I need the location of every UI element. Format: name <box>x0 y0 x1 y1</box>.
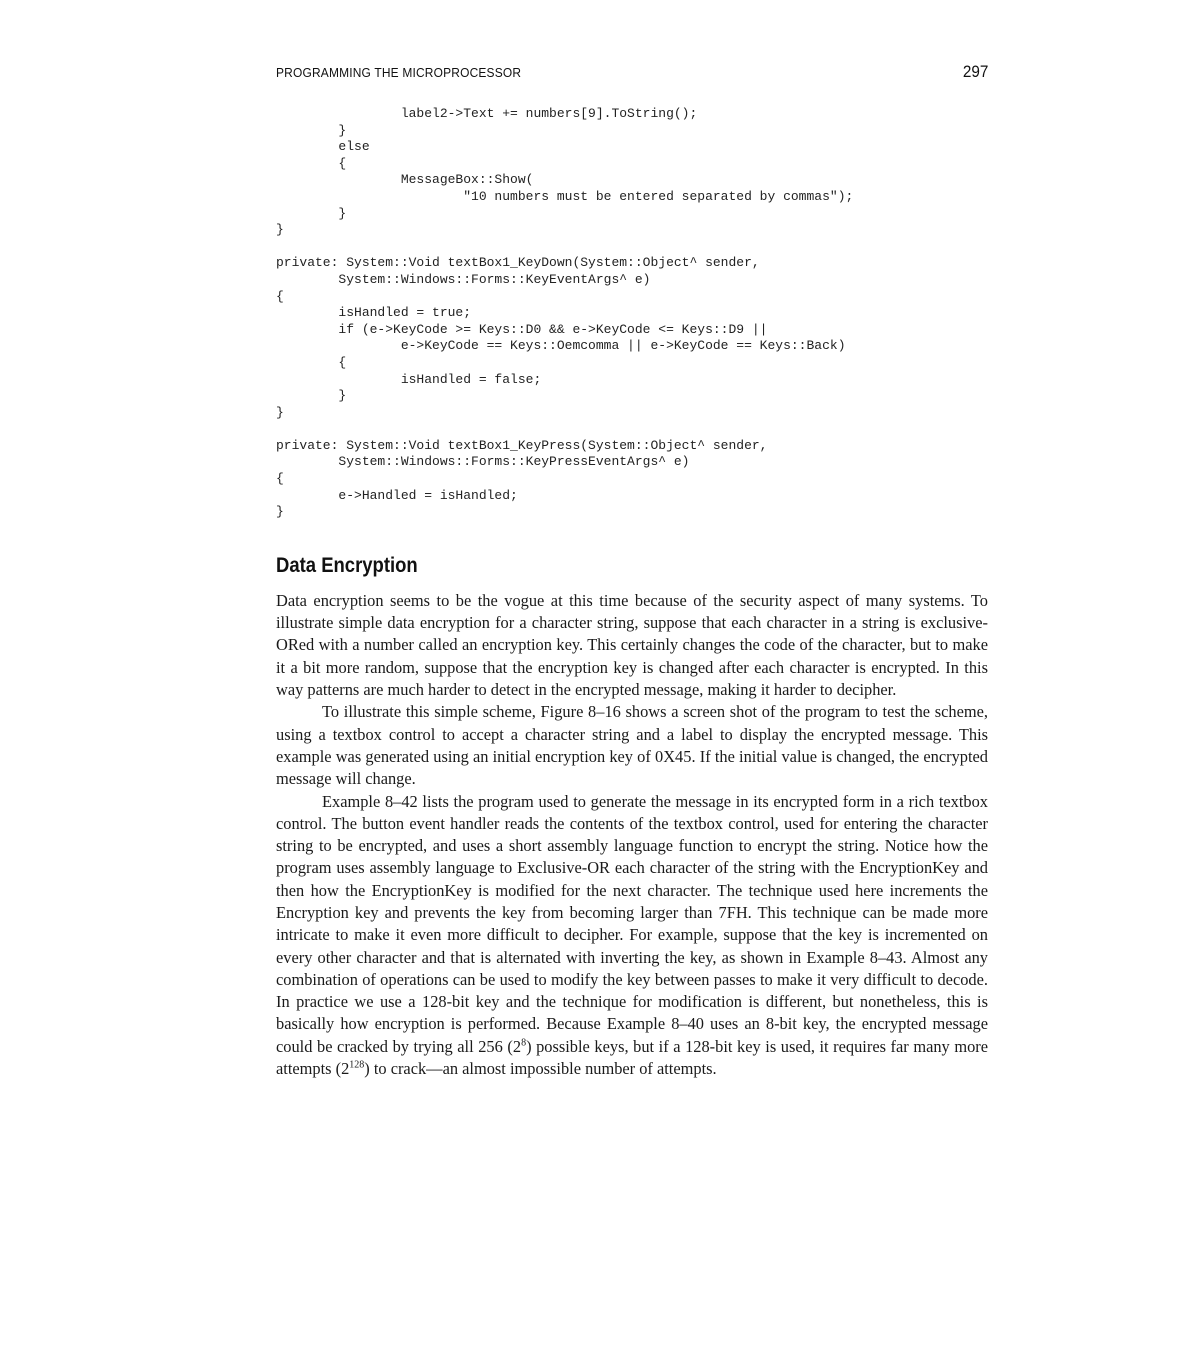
paragraph-1: Data encryption seems to be the vogue at this time because of the security aspect of many systems. To illustrate simple data encryption for a character string, suppose that each character in a string is exclusive-ORed with a number called an encryption key. This certainly changes the code of the character, but to make it a bit more random, suppose that the encryption key is changed after each character is encrypted. In this way patterns are much harder to detect in the encrypted message, making it harder to decipher. <box>276 590 988 700</box>
code-line: e->Handled = isHandled; <box>276 487 518 503</box>
paragraph-2: To illustrate this simple scheme, Figure 8–16 shows a screen shot of the program to test the scheme, using a textbox control to accept a character string and a label to display the encrypted message. This example was generated using an initial encryption key of 0X45. If the initial value is changed, the encrypted message will change. <box>276 702 988 789</box>
superscript-128: 128 <box>349 1059 365 1071</box>
paragraph-3-text-c: ) to crack—an almost impossible number of attempts. <box>364 1059 717 1079</box>
code-line: { <box>276 288 284 304</box>
code-line <box>276 421 988 438</box>
code-line: { <box>276 155 347 171</box>
superscript-8: 8 <box>521 1037 527 1049</box>
code-line: private: System::Void textBox1_KeyDown(System::Object^ sender, <box>276 255 760 271</box>
code-line: { <box>276 471 284 487</box>
code-line: isHandled = false; <box>276 371 542 387</box>
code-line: MessageBox::Show( <box>276 172 534 188</box>
code-line: isHandled = true; <box>276 305 472 321</box>
paragraph-3-text-b: ) possible keys, but if a 128-bit key is used, it requires far many more attempts (2 <box>276 1036 988 1079</box>
code-line: } <box>276 222 284 238</box>
code-line: } <box>276 205 347 221</box>
page-header <box>276 62 988 92</box>
code-line: } <box>276 404 284 420</box>
code-line: "10 numbers must be entered separated by commas"); <box>276 188 854 204</box>
paragraph-3 <box>276 791 988 1081</box>
code-line: } <box>276 122 347 138</box>
code-line: e->KeyCode == Keys::Oemcomma || e->KeyCode == Keys::Back) <box>276 338 846 354</box>
paragraph-3-text-a: Example 8–42 lists the program used to generate the message in its encrypted form in a rich textbox control. The button event handler reads the contents of the textbox control, used for entering the character string to be encrypted, and uses a short assembly language function to encrypt the string. Notice how the program uses assembly language to Exclusive-OR each character of the string with the EncryptionKey and then how the EncryptionKey is modified for the next character. The technique used here increments the Encryption key and prevents the key from becoming larger than 7FH. This technique can be made more intricate to make it even more difficult to decipher. For example, suppose that the key is incremented on every other character and that is alternated with inverting the key, as shown in Example 8–43. Almost any combination of operations can be used to modify the key between passes to make it very difficult to decode. In practice we use a 128-bit key and the technique for modification is different, but nonetheless, this is basically how encryption is performed. Because Example 8–40 uses an 8-bit key, the encrypted message could be cracked by trying all 256 (2 <box>276 791 988 1056</box>
code-line: System::Windows::Forms::KeyEventArgs^ e) <box>276 271 651 287</box>
code-line: } <box>276 504 284 520</box>
code-line: } <box>276 388 347 404</box>
code-line: private: System::Void textBox1_KeyPress(System::Object^ sender, <box>276 437 768 453</box>
code-line: else <box>276 139 370 155</box>
code-line: if (e->KeyCode >= Keys::D0 && e->KeyCode <= Keys::D9 || <box>276 321 768 337</box>
code-line <box>276 239 988 256</box>
code-line: label2->Text += numbers[9].ToString(); <box>276 106 698 121</box>
section-title: Data Encryption <box>276 553 418 577</box>
code-line: System::Windows::Forms::KeyPressEventArgs^ e) <box>276 454 690 470</box>
book-page <box>276 62 988 1080</box>
running-head: PROGRAMMING THE MICROPROCESSOR <box>276 65 522 80</box>
code-line: { <box>276 354 347 370</box>
code-listing <box>276 106 988 521</box>
page-number: 297 <box>962 62 988 81</box>
